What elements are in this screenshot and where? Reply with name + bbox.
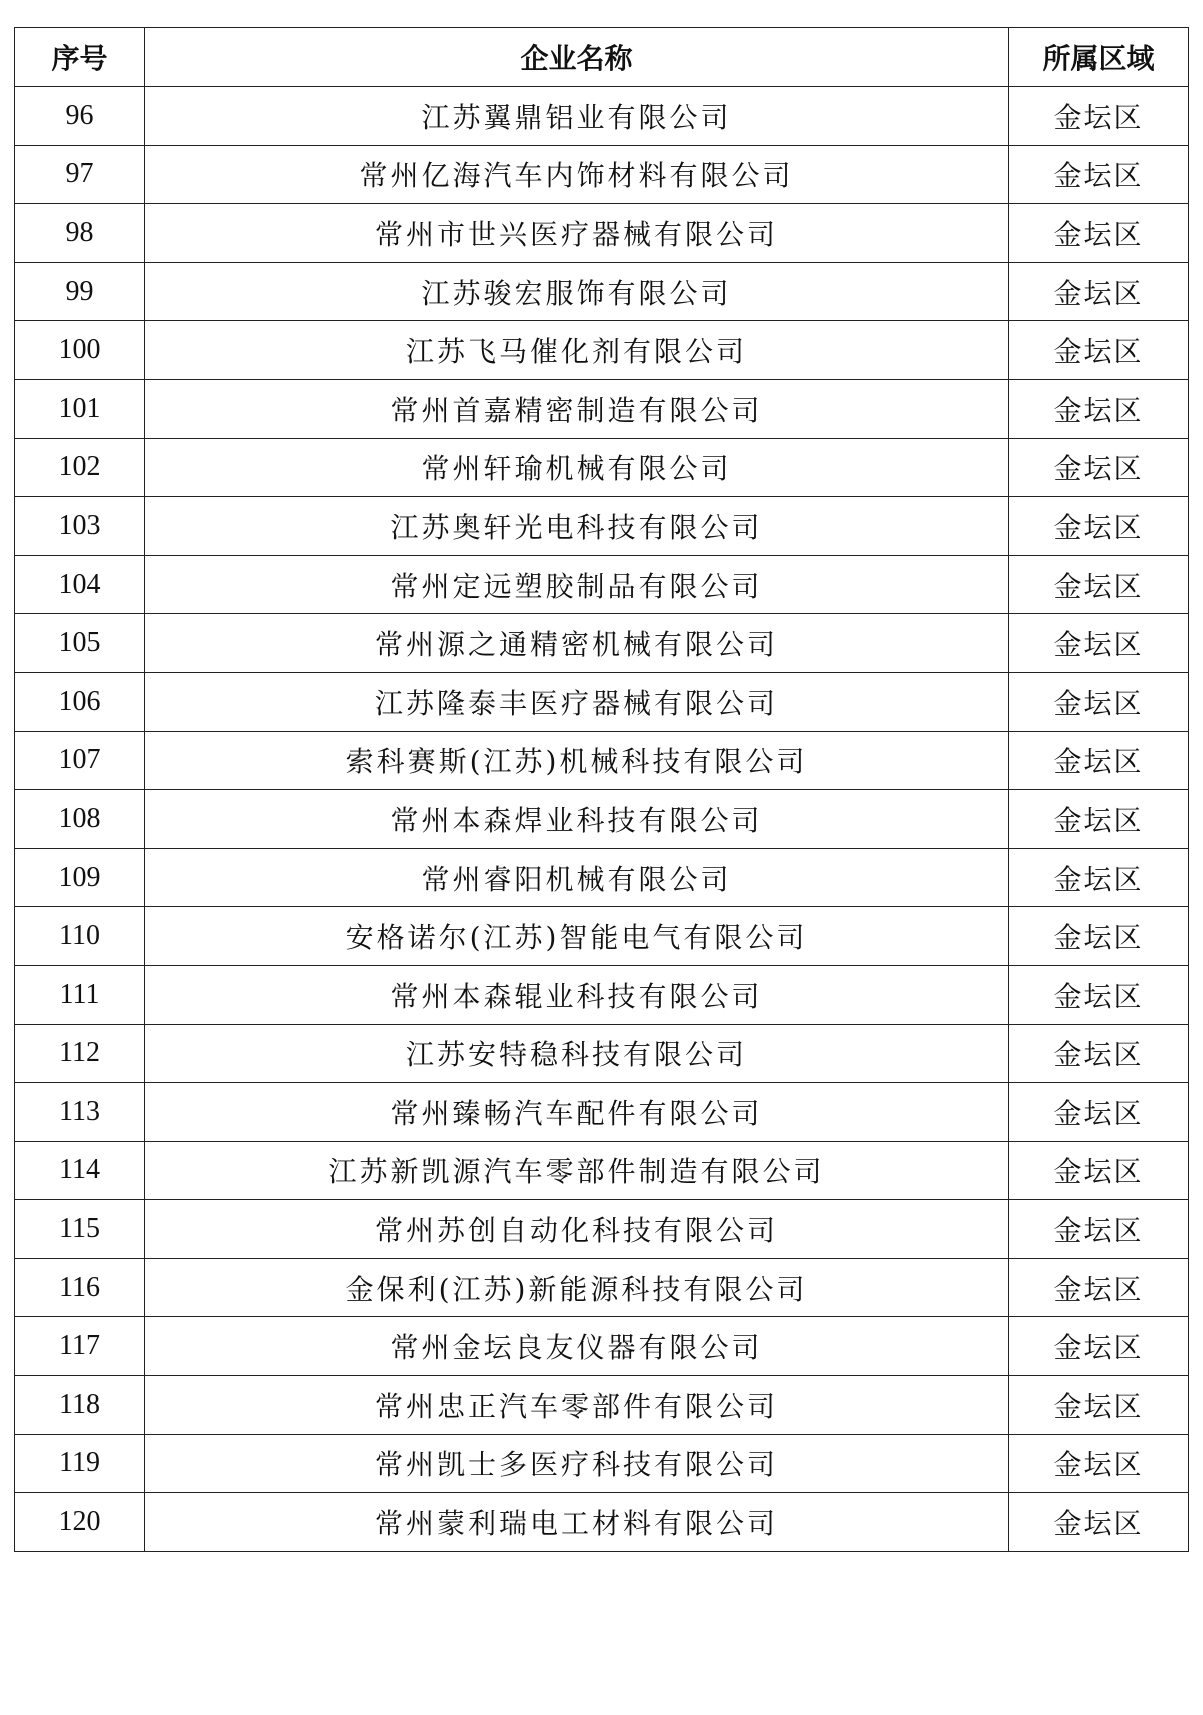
table-row — [15, 790, 1189, 849]
region-cell: 金坛区 — [1009, 907, 1189, 966]
serial-number-cell: 111 — [15, 965, 145, 1024]
header-region: 所属区域 — [1009, 28, 1189, 87]
serial-number-cell: 119 — [15, 1434, 145, 1493]
region-cell: 金坛区 — [1009, 614, 1189, 673]
region-cell: 金坛区 — [1009, 262, 1189, 321]
serial-number-cell: 113 — [15, 1083, 145, 1142]
region-cell: 金坛区 — [1009, 1376, 1189, 1435]
table-row — [15, 1258, 1189, 1317]
serial-number-cell: 97 — [15, 145, 145, 204]
serial-number-cell: 114 — [15, 1141, 145, 1200]
table-row — [15, 848, 1189, 907]
region-cell: 金坛区 — [1009, 1024, 1189, 1083]
region-cell: 金坛区 — [1009, 1141, 1189, 1200]
table-row — [15, 555, 1189, 614]
table-row — [15, 1141, 1189, 1200]
table-row — [15, 1083, 1189, 1142]
region-cell: 金坛区 — [1009, 555, 1189, 614]
table-row — [15, 731, 1189, 790]
company-name-cell: 江苏新凯源汽车零部件制造有限公司 — [145, 1141, 1009, 1200]
header-company-name: 企业名称 — [145, 28, 1009, 87]
table-row — [15, 145, 1189, 204]
region-cell: 金坛区 — [1009, 790, 1189, 849]
company-name-cell: 常州苏创自动化科技有限公司 — [145, 1200, 1009, 1259]
region-cell: 金坛区 — [1009, 379, 1189, 438]
table-row — [15, 321, 1189, 380]
company-name-cell: 江苏安特稳科技有限公司 — [145, 1024, 1009, 1083]
company-name-cell: 江苏骏宏服饰有限公司 — [145, 262, 1009, 321]
region-cell: 金坛区 — [1009, 672, 1189, 731]
serial-number-cell: 104 — [15, 555, 145, 614]
company-name-cell: 常州金坛良友仪器有限公司 — [145, 1317, 1009, 1376]
serial-number-cell: 102 — [15, 438, 145, 497]
company-name-cell: 常州轩瑜机械有限公司 — [145, 438, 1009, 497]
serial-number-cell: 98 — [15, 204, 145, 263]
region-cell: 金坛区 — [1009, 145, 1189, 204]
table-header — [15, 28, 1189, 87]
company-name-cell: 常州忠正汽车零部件有限公司 — [145, 1376, 1009, 1435]
company-name-cell: 常州凯士多医疗科技有限公司 — [145, 1434, 1009, 1493]
serial-number-cell: 99 — [15, 262, 145, 321]
region-cell: 金坛区 — [1009, 1258, 1189, 1317]
region-cell: 金坛区 — [1009, 204, 1189, 263]
region-cell: 金坛区 — [1009, 438, 1189, 497]
company-name-cell: 金保利(江苏)新能源科技有限公司 — [145, 1258, 1009, 1317]
serial-number-cell: 120 — [15, 1493, 145, 1552]
table-row — [15, 614, 1189, 673]
table-row — [15, 1376, 1189, 1435]
company-name-cell: 江苏翼鼎铝业有限公司 — [145, 87, 1009, 146]
company-name-cell: 常州蒙利瑞电工材料有限公司 — [145, 1493, 1009, 1552]
serial-number-cell: 109 — [15, 848, 145, 907]
region-cell: 金坛区 — [1009, 87, 1189, 146]
table-row — [15, 379, 1189, 438]
region-cell: 金坛区 — [1009, 731, 1189, 790]
table-row — [15, 1317, 1189, 1376]
company-name-cell: 常州臻畅汽车配件有限公司 — [145, 1083, 1009, 1142]
company-name-cell: 索科赛斯(江苏)机械科技有限公司 — [145, 731, 1009, 790]
company-name-cell: 常州亿海汽车内饰材料有限公司 — [145, 145, 1009, 204]
company-name-cell: 常州源之通精密机械有限公司 — [145, 614, 1009, 673]
table-row — [15, 87, 1189, 146]
table-row — [15, 438, 1189, 497]
serial-number-cell: 101 — [15, 379, 145, 438]
header-serial-number: 序号 — [15, 28, 145, 87]
table-row — [15, 1493, 1189, 1552]
table-body — [15, 87, 1189, 1552]
region-cell: 金坛区 — [1009, 848, 1189, 907]
serial-number-cell: 96 — [15, 87, 145, 146]
company-name-cell: 常州定远塑胶制品有限公司 — [145, 555, 1009, 614]
table-row — [15, 1200, 1189, 1259]
serial-number-cell: 106 — [15, 672, 145, 731]
table-row — [15, 1024, 1189, 1083]
serial-number-cell: 112 — [15, 1024, 145, 1083]
serial-number-cell: 108 — [15, 790, 145, 849]
table-row — [15, 965, 1189, 1024]
table-row — [15, 907, 1189, 966]
region-cell: 金坛区 — [1009, 497, 1189, 556]
company-name-cell: 江苏奥轩光电科技有限公司 — [145, 497, 1009, 556]
table-row — [15, 497, 1189, 556]
company-table — [14, 27, 1189, 1552]
serial-number-cell: 107 — [15, 731, 145, 790]
region-cell: 金坛区 — [1009, 1493, 1189, 1552]
document-page — [14, 27, 1188, 1552]
company-name-cell: 安格诺尔(江苏)智能电气有限公司 — [145, 907, 1009, 966]
serial-number-cell: 117 — [15, 1317, 145, 1376]
serial-number-cell: 118 — [15, 1376, 145, 1435]
serial-number-cell: 100 — [15, 321, 145, 380]
region-cell: 金坛区 — [1009, 1083, 1189, 1142]
serial-number-cell: 115 — [15, 1200, 145, 1259]
region-cell: 金坛区 — [1009, 965, 1189, 1024]
region-cell: 金坛区 — [1009, 1317, 1189, 1376]
serial-number-cell: 116 — [15, 1258, 145, 1317]
region-cell: 金坛区 — [1009, 1434, 1189, 1493]
table-row — [15, 672, 1189, 731]
company-name-cell: 常州首嘉精密制造有限公司 — [145, 379, 1009, 438]
company-name-cell: 常州本森焊业科技有限公司 — [145, 790, 1009, 849]
company-name-cell: 常州本森辊业科技有限公司 — [145, 965, 1009, 1024]
company-name-cell: 常州市世兴医疗器械有限公司 — [145, 204, 1009, 263]
company-name-cell: 江苏飞马催化剂有限公司 — [145, 321, 1009, 380]
region-cell: 金坛区 — [1009, 321, 1189, 380]
company-name-cell: 常州睿阳机械有限公司 — [145, 848, 1009, 907]
serial-number-cell: 105 — [15, 614, 145, 673]
company-name-cell: 江苏隆泰丰医疗器械有限公司 — [145, 672, 1009, 731]
table-row — [15, 262, 1189, 321]
region-cell: 金坛区 — [1009, 1200, 1189, 1259]
serial-number-cell: 110 — [15, 907, 145, 966]
serial-number-cell: 103 — [15, 497, 145, 556]
table-row — [15, 204, 1189, 263]
header-row — [15, 28, 1189, 87]
table-row — [15, 1434, 1189, 1493]
